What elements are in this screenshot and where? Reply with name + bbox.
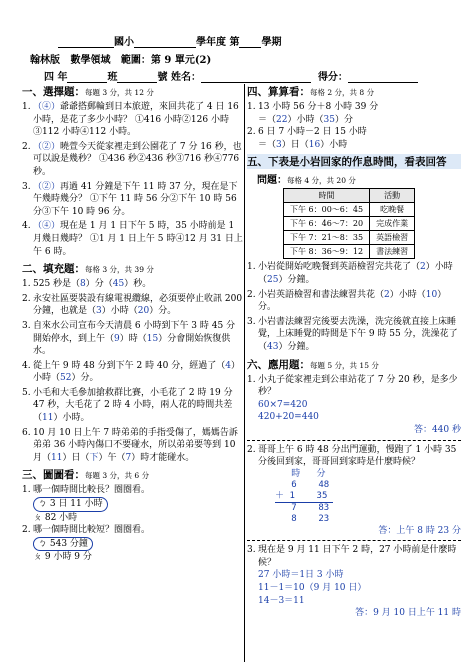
circle-q1: 1. 哪一個時間比較長？圈圈看。	[22, 485, 151, 496]
section-choice-note: 每題 3 分，共 12 分	[85, 88, 154, 97]
student-line	[44, 68, 418, 83]
section-calc-note: 每格 2 分，共 8 分	[310, 88, 375, 97]
circle-q1-option-b[interactable]: ㄆ 82 小時	[33, 512, 78, 523]
choice-q1: 1. （④）爺爺搭郵輪到日本旅遊，來回共花了 4 日 16 小時，是花了多少小時？ ①416 小時②126 小時③112 小時④112 小時。	[22, 102, 239, 138]
table-row: 下午 6：46～7：20 完成作業	[284, 217, 415, 231]
year-suffix: 學年度	[196, 37, 226, 48]
term-suffix: 學期	[261, 37, 282, 48]
word-q2-vertical-calc: 時 分 6 48 ＋ 1 35 7 83 8 23	[275, 469, 461, 525]
calc-q2: 2. 6 日 7 小時－2 日 15 小時	[247, 127, 367, 138]
section-calc-title: 四、算算看：每格 2 分，共 8 分	[247, 86, 375, 98]
table-row: 下午 8：36～9：12 書法練習	[284, 245, 415, 259]
section-fill-title: 二、填充題：每格 3 分，共 39 分	[22, 263, 154, 276]
grade: 四 年	[44, 72, 68, 83]
choice-q4: 4. （④）現在是 1 月 1 日下午 5 時，35 小時前是 1 月幾日幾時？ ①1 月 1 日上午 5 時④12 月 31 日上午 6 時。	[22, 221, 243, 257]
choice-q4-text: 現在是 1 月 1 日下午 5 時，35 小時前是 1 月幾日幾時？ ①1 月 1 日上午 5 時④12 月 31 日上午 6 時。	[33, 221, 243, 257]
circle-q2-option-b[interactable]: ㄆ 9 小時 9 分	[33, 552, 92, 563]
choice-q2-text: 曉萱今天從家裡走到公園花了 7 分 16 秒，也可以說是幾秒？ ①436 秒②436 秒③716 秒④776 秒。	[33, 141, 242, 177]
number-label: 號	[157, 72, 168, 83]
publisher: 翰林版	[30, 55, 60, 66]
table-q2: 2. 小岩英語檢習和書法練習共花（2）小時（10）分。	[247, 289, 447, 313]
exam-header	[0, 0, 474, 82]
circle-q1-option-a[interactable]: ㄅ 3 日 11 小時	[33, 497, 108, 512]
scope: 範圍：第 9 單元(2)	[120, 55, 212, 66]
column-divider	[244, 84, 245, 662]
left-column	[22, 84, 244, 664]
table-row: 下午 6：00～6：45 吃晚餐	[284, 203, 415, 217]
table-row: 下午 7：21～8：35 英語檢習	[284, 231, 415, 245]
section-table-subtitle: 問題：每格 4 分，共 20 分	[257, 175, 356, 187]
fill-q4: 4. 從上午 9 時 48 分到下午 2 時 40 分，經過了（4）小時（52）分。	[22, 360, 240, 384]
choice-q3: 3. （②）再過 41 分鐘是下午 11 時 37 分，現在是下午幾時幾分？ ①下午 11 時 56 分②下午 10 時 56 分③下午 10 時 96 分。	[22, 181, 238, 217]
word-q1-work-1: 60×7=420	[258, 399, 308, 410]
word-q2: 2. 哥哥上午 6 時 48 分出門運動，慢跑了 1 小時 35 分後回到家，哥哥回到家時是什麼時候？	[247, 444, 457, 468]
choice-q1-answer: （④）	[33, 102, 61, 112]
word-q3: 3. 現在是 9 月 11 日下午 2 時，27 小時前是什麼時候？	[247, 545, 457, 568]
term-prefix: 第	[229, 37, 240, 48]
fill-q3: 3. 自來水公司宣布今天清晨 6 小時到下午 3 時 45 分開始停水，到上午（9）時（15）分會開始恢復供水。	[22, 320, 236, 357]
fill-q5: 5. 小毛和大毛參加搶救群比賽，小毛花了 2 時 19 分 47 秒，大毛花了 2 時 4 小時，兩人花的時間共差（11）小時。	[22, 387, 233, 424]
choice-q3-text: 再過 41 分鐘是下午 11 時 37 分，現在是下午幾時幾分？ ①下午 11 時 56 分②下午 10 時 56 分③下午 10 時 96 分。	[33, 181, 238, 217]
word-q1-work-2: 420+20=440	[258, 412, 319, 423]
word-q1-answer: 答：440 秒	[413, 424, 461, 435]
table-header-row: 時間 活動	[284, 189, 415, 203]
section-word-title: 六、應用題：每題 5 分，共 15 分	[247, 358, 379, 371]
circle-q2-option-a[interactable]: ㄅ 543 分鐘	[33, 537, 93, 552]
right-column: 四、算算看：每格 2 分，共 8 分 1. 13 小時 56 分＋8 小時 39 分 ＝（22）小時（35）分 2. 6 日 7 小時－2 日 15 小時 ＝（3）日（16）小時 五、下表是小岩回家的作息時間，看表回答 問題：每格 4 分，共 20 分 時間 活動 下午 6：00～6：45 吃晚餐 下午 6：46～7：20 完成作業 下午 7：21～8：35 英語檢習 下午 8：36～9：12 書法練習 1. 小岩從開始吃晚餐到英語檢習完共花了（2）小時（25）分鐘。 2. 小岩英語檢習和書法練習共花（2）小時（10）分。 3. 小岩書法練習完後要去洗澡，洗完後就直接上床睡覺，上床睡覺的時間是下午 9 時 55 分，洗澡花了（43）分鐘。 六、應用題：每題 5 分，共 15 分 1. 小丸子從家裡走到公車站花了 7 分 20 秒，是多少秒？ 60×7=420 420+20=440 答：440 秒 2. 哥哥上午 6 時 48 分出門運動，慢跑了 1 小時 35 分後回到家，哥哥回到家時是什麼時候？ 時 分 6 48 ＋ 1 35 7 83 8 23 答：上午 8 時 23 分 3. 現在是 9 月 11 日下午 2 時，27 小時前是什麼時候？ 27 小時＝1日 3 小時 11－1＝10（9 月 10 日） 14－3＝11 答：9 月 10 日上午 11 時	[247, 86, 461, 619]
subject: 數學領域	[70, 55, 111, 66]
section-word-note: 每題 5 分，共 15 分	[310, 360, 379, 370]
word-q3-work-2: 11－1＝10（9 月 10 日）	[258, 583, 367, 594]
divider	[247, 440, 461, 441]
word-q3-work-3: 14－3＝11	[258, 595, 305, 606]
section-circle-title: 三、圖圖看：每題 3 分，共 6 分	[22, 469, 150, 482]
word-q2-answer: 答：上午 8 時 23 分	[378, 525, 461, 536]
scope-line	[30, 51, 211, 66]
choice-q2-answer: （②）	[33, 141, 61, 152]
choice-q4-answer: （④）	[33, 221, 61, 232]
school-suffix: 國小	[114, 37, 134, 48]
fill-q1: 1. 525 秒是（8）分（45）秒。	[22, 279, 152, 290]
class-label: 班	[107, 72, 118, 83]
name-label: 姓名：	[170, 72, 201, 83]
circle-q2: 2. 哪一個時間比較短？圈圈看。	[22, 525, 151, 536]
fill-q2: 2. 永安社區要裝設有線電視纜線，必須要停止收訊 200 分鐘，也就是（3）小時（20）分。	[22, 293, 243, 317]
word-q3-work-1: 27 小時＝1日 3 小時	[258, 570, 344, 581]
section-circle-note: 每題 3 分，共 6 分	[85, 471, 150, 481]
table-q1: 1. 小岩從開始吃晚餐到英語檢習完共花了（2）小時（25）分鐘。	[247, 262, 453, 285]
calc-q1: 1. 13 小時 56 分＋8 小時 39 分	[247, 102, 379, 112]
score-label: 得分：	[317, 72, 348, 83]
word-q1: 1. 小丸子從家裡走到公車站花了 7 分 20 秒，是多少秒？	[247, 374, 458, 398]
choice-q1-text: 爺爺搭郵輪到日本旅遊，來回共花了 4 日 16 小時，是花了多少小時？ ①416 小時②126 小時③112 小時④112 小時。	[33, 102, 239, 138]
divider	[247, 540, 461, 541]
section-fill-note: 每格 3 分，共 39 分	[85, 265, 154, 275]
section-table-title: 五、下表是小岩回家的作息時間，看表回答	[247, 154, 461, 169]
choice-q2: 2. （②）曉萱今天從家裡走到公園花了 7 分 16 秒，也可以說是幾秒？ ①436 秒②436 秒③716 秒④776 秒。	[22, 141, 242, 177]
choice-q3-answer: （②）	[33, 181, 61, 192]
word-q3-answer: 答：9 月 10 日上午 11 時	[355, 608, 461, 619]
table-q3: 3. 小岩書法練習完後要去洗澡，洗完後就直接上床睡覺，上床睡覺的時間是下午 9 時 55 分，洗澡花了（43）分鐘。	[247, 316, 458, 352]
fill-q6: 6. 10 月 10 日上午 7 時弟弟的手指受傷了，媽媽告訴弟弟 36 小時內傷口不要碰水，所以弟弟要等到 10 月（11）日（下）午（7）時才能碰水。	[22, 427, 238, 463]
section-choice-title: 一、選擇題：每題 3 分，共 12 分	[22, 86, 154, 98]
title-line	[58, 33, 281, 48]
schedule-table	[283, 188, 415, 259]
